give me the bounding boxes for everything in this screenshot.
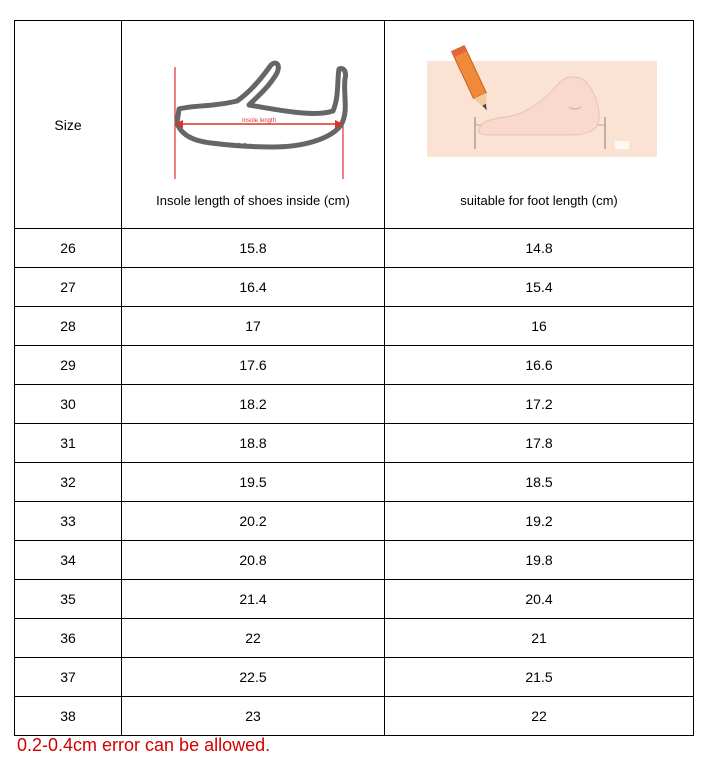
- insole-cell: 17: [122, 307, 385, 346]
- insole-cell: 22.5: [122, 658, 385, 697]
- insole-diagram-label: Insole length: [241, 118, 277, 124]
- table-row: [15, 502, 694, 541]
- insole-cell: 20.8: [122, 541, 385, 580]
- insole-cell: 16.4: [122, 268, 385, 307]
- size-chart-table: [14, 20, 694, 736]
- foot-cell: 18.5: [385, 463, 694, 502]
- table-row: [15, 541, 694, 580]
- foot-caption: suitable for foot length (cm): [460, 193, 618, 208]
- size-cell: 32: [15, 463, 122, 502]
- foot-cell: 20.4: [385, 580, 694, 619]
- table-row: [15, 385, 694, 424]
- foot-header: [385, 21, 694, 229]
- insole-cell: 20.2: [122, 502, 385, 541]
- insole-cell: 23: [122, 697, 385, 736]
- header-row: [15, 21, 694, 229]
- insole-cell: 21.4: [122, 580, 385, 619]
- foot-cell: 14.8: [385, 229, 694, 268]
- foot-cell: 16: [385, 307, 694, 346]
- foot-cell: 21: [385, 619, 694, 658]
- table-row: [15, 658, 694, 697]
- insole-cell: 22: [122, 619, 385, 658]
- table-row: [15, 697, 694, 736]
- insole-cell: 17.6: [122, 346, 385, 385]
- insole-header: [122, 21, 385, 229]
- size-cell: 37: [15, 658, 122, 697]
- size-cell: 30: [15, 385, 122, 424]
- table-row: [15, 346, 694, 385]
- foot-cell: 15.4: [385, 268, 694, 307]
- size-cell: 29: [15, 346, 122, 385]
- table-row: [15, 463, 694, 502]
- insole-cell: 19.5: [122, 463, 385, 502]
- table-row: [15, 619, 694, 658]
- foot-cell: 21.5: [385, 658, 694, 697]
- foot-cell: 17.2: [385, 385, 694, 424]
- table-row: [15, 268, 694, 307]
- error-tolerance-note: 0.2-0.4cm error can be allowed.: [17, 735, 271, 755]
- table-row: [15, 229, 694, 268]
- size-header: Size: [15, 21, 122, 229]
- size-cell: 28: [15, 307, 122, 346]
- size-cell: 26: [15, 229, 122, 268]
- size-cell: 33: [15, 502, 122, 541]
- size-cell: 36: [15, 619, 122, 658]
- foot-measure-diagram-icon: [419, 43, 659, 163]
- table-row: [15, 580, 694, 619]
- foot-cell: 19.8: [385, 541, 694, 580]
- insole-cell: 15.8: [122, 229, 385, 268]
- size-cell: 27: [15, 268, 122, 307]
- size-cell: 34: [15, 541, 122, 580]
- table-row: [15, 424, 694, 463]
- size-cell: 38: [15, 697, 122, 736]
- insole-caption: Insole length of shoes inside (cm): [156, 193, 350, 208]
- shoe-insole-diagram-icon: [153, 51, 353, 191]
- insole-cell: 18.8: [122, 424, 385, 463]
- foot-cell: 22: [385, 697, 694, 736]
- foot-cell: 19.2: [385, 502, 694, 541]
- table-row: [15, 307, 694, 346]
- foot-cell: 17.8: [385, 424, 694, 463]
- insole-cell: 18.2: [122, 385, 385, 424]
- size-cell: 31: [15, 424, 122, 463]
- size-cell: 35: [15, 580, 122, 619]
- foot-cell: 16.6: [385, 346, 694, 385]
